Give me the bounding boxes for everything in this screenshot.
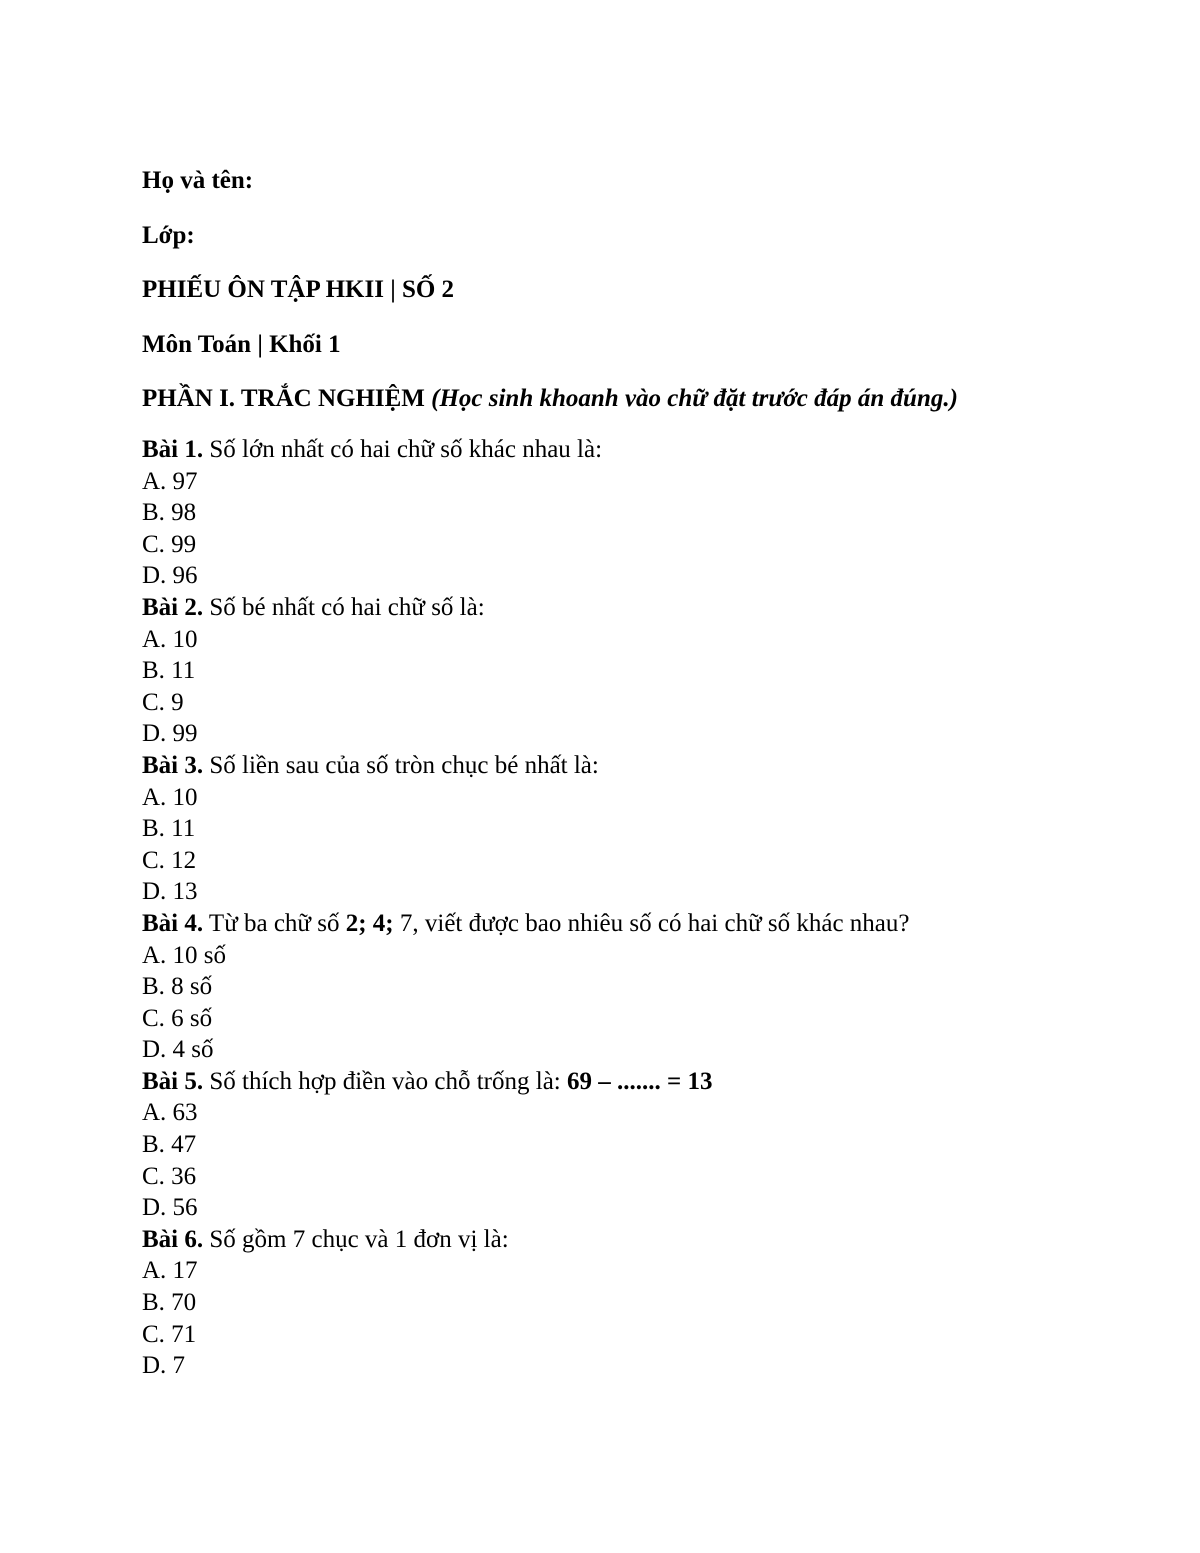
option-d: D. 13 (142, 878, 198, 906)
question-3 (142, 750, 1102, 908)
option-b: B. 11 (142, 657, 196, 685)
option-d: D. 7 (142, 1352, 186, 1380)
section-title: PHẦN I. TRẮC NGHIỆM (142, 385, 425, 412)
option-a: A. 10 (142, 783, 198, 811)
question-5 (142, 1066, 1102, 1224)
question-body: Số thích hợp điền vào chỗ trống là: (203, 1067, 567, 1095)
question-text (142, 908, 1102, 940)
name-label: Họ và tên: (142, 167, 254, 194)
option-a: A. 10 (142, 625, 198, 653)
worksheet-page (142, 166, 1102, 1382)
option-c: C. 6 số (142, 1004, 213, 1032)
question-label: Bài 6. (142, 1225, 204, 1253)
subject-line: Môn Toán | Khối 1 (142, 330, 341, 358)
question-equation: 69 – ....... = 13 (566, 1067, 713, 1095)
option-d: D. 96 (142, 562, 198, 590)
option-b: B. 70 (142, 1289, 197, 1317)
question-body: Số liền sau của số tròn chục bé nhất là: (203, 751, 599, 779)
question-text (142, 750, 1102, 782)
question-label: Bài 5. (142, 1067, 204, 1095)
question-label: Bài 1. (142, 436, 204, 463)
question-body: Số bé nhất có hai chữ số là: (203, 593, 485, 621)
question-body-start: Từ ba chữ số (203, 909, 346, 937)
option-a: A. 97 (142, 467, 198, 495)
option-d: D. 4 số (142, 1036, 214, 1064)
question-1 (142, 434, 1102, 592)
section-instruction: (Học sinh khoanh vào chữ đặt trước đáp án đúng.) (431, 385, 958, 412)
question-4 (142, 908, 1102, 1066)
question-6 (142, 1224, 1102, 1382)
option-b: B. 47 (142, 1131, 197, 1159)
question-body-end: 7, viết được bao nhiêu số có hai chữ số khác nhau? (393, 909, 910, 937)
section-heading (142, 384, 1102, 414)
option-a: A. 17 (142, 1257, 198, 1285)
option-a: A. 63 (142, 1099, 198, 1127)
option-c: C. 71 (142, 1320, 197, 1348)
question-body: Số lớn nhất có hai chữ số khác nhau là: (203, 436, 603, 463)
question-text (142, 1066, 1102, 1098)
option-c: C. 12 (142, 846, 197, 874)
option-b: B. 98 (142, 499, 197, 527)
option-a: A. 10 số (142, 941, 227, 969)
question-2 (142, 592, 1102, 750)
question-text (142, 592, 1102, 624)
option-c: C. 9 (142, 688, 184, 716)
option-c: C. 99 (142, 530, 197, 558)
question-label: Bài 3. (142, 751, 204, 779)
worksheet-title: PHIẾU ÔN TẬP HKII | SỐ 2 (142, 276, 455, 303)
question-label: Bài 2. (142, 593, 204, 621)
option-d: D. 56 (142, 1194, 198, 1222)
question-text (142, 434, 1102, 466)
option-c: C. 36 (142, 1162, 197, 1190)
class-label: Lớp: (142, 221, 195, 249)
question-body: Số gồm 7 chục và 1 đơn vị là: (203, 1225, 509, 1253)
option-b: B. 11 (142, 815, 196, 843)
question-digits: 2; 4; (345, 909, 394, 937)
question-label: Bài 4. (142, 909, 204, 937)
option-d: D. 99 (142, 720, 198, 748)
option-b: B. 8 số (142, 973, 213, 1001)
question-text (142, 1224, 1102, 1256)
